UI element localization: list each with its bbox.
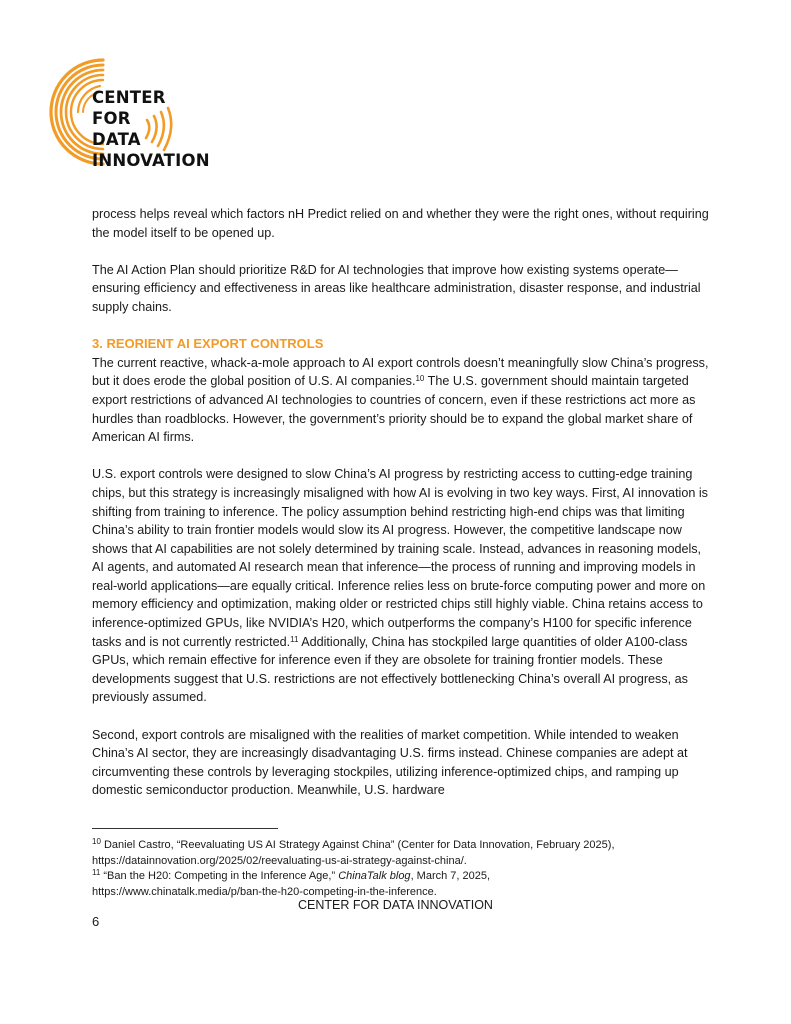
footnote-link[interactable]: https://datainnovation.org/2025/02/reevaluating-us-ai-strategy-against-china/. — [92, 854, 467, 867]
footnote-ref[interactable]: 11 — [290, 634, 299, 644]
logo-line: CENTER — [92, 88, 166, 107]
section-heading: 3. REORIENT AI EXPORT CONTROLS — [92, 336, 324, 352]
footnote-publication: ChinaTalk blog — [338, 870, 411, 883]
page-footer: CENTER FOR DATA INNOVATION — [298, 898, 493, 912]
footnotes — [92, 838, 732, 900]
paragraph-text: Additionally, China has stockpiled large quantities of older A100-class GPUs, which remain effective for inference even if they are obsolete for training frontier models. These developments suggest that U.S. restrictions are not effectively bottlenecking China’s overall AI progress, as previously assumed. — [92, 634, 688, 705]
footnote-10 — [92, 838, 732, 854]
logo-line: INNOVATION — [92, 151, 210, 170]
footnote-text: “Ban the H20: Competing in the Inference Age,” — [100, 870, 339, 883]
footnote-ref[interactable]: 10 — [415, 374, 425, 384]
paragraph: Second, export controls are misaligned with the realities of market competition. While intended to weaken China’s AI sector, they are increasingly disadvantaging U.S. firms instead. Chinese companies are adept at circumventing these controls by leveraging stockpiles, utilizing inference-optimized chips, and ramping up domestic semiconductor production. Meanwhile, U.S. hardware — [92, 727, 688, 798]
footnote-text: , March 7, 2025, — [410, 870, 491, 883]
body-text — [92, 205, 712, 819]
footnote-link[interactable]: https://www.chinatalk.media/p/ban-the-h20-competing-in-the-inference. — [92, 885, 437, 898]
paragraph-text: The U.S. government should maintain targeted export restrictions of advanced AI technologies to countries of concern, even if these restrictions act more as hurdles than roadblocks. However, the government’s priority should be to expand the global market share of American AI firms. — [92, 374, 696, 445]
paragraph — [92, 465, 712, 707]
paragraph: process helps reveal which factors nH Predict relied on and whether they were the right ones, without requiring the model itself to be opened up. — [92, 207, 709, 240]
logo-line: DATA — [92, 130, 141, 149]
logo-line: FOR — [92, 109, 131, 128]
paragraph: The AI Action Plan should prioritize R&D for AI technologies that improve how existing systems operate—ensuring efficiency and effectiveness in areas like healthcare administration, disaster response, and industrial supply chains. — [92, 262, 701, 314]
organization-logo — [45, 46, 225, 176]
footnote-text: Daniel Castro, “Reevaluating US AI Strategy Against China” (Center for Data Innovation, February 2025), — [100, 839, 615, 851]
paragraph-text: U.S. export controls were designed to slow China’s AI progress by restricting access to cutting-edge training chips, but this strategy is increasingly misaligned with how AI is evolving in two key ways. First, AI innovation is shifting from training to inference. The policy assumption behind restricting high-end chips was that limiting China’s ability to train frontier models would slow its AI progress. However, the competitive landscape now shows that AI capabilities are not solely determined by training scale. Instead, advances in reasoning models, AI agents, and automated AI research mean that inference—the process of running and improving models in real-world applications—are equally critical. Inference relies less on brute-force computing power and more on memory efficiency and optimization, making older or restricted chips still highly viable. China retains access to inference-optimized GPUs, like NVIDIA’s H20, which outperforms the company’s H100 for specific inference tasks and is not currently restricted. — [92, 467, 708, 649]
page-number: 6 — [92, 914, 100, 929]
footnote-11 — [92, 869, 732, 885]
logo-wordmark — [92, 87, 210, 171]
footnote-number: 11 — [92, 868, 101, 878]
paragraph-text: The current reactive, whack-a-mole approach to AI export controls doesn’t meaningfully slow China’s progress, but it does erode the global position of U.S. AI companies. — [92, 355, 709, 389]
footnote-divider — [92, 828, 278, 829]
paragraph — [92, 354, 712, 447]
footnote-number: 10 — [92, 837, 101, 846]
